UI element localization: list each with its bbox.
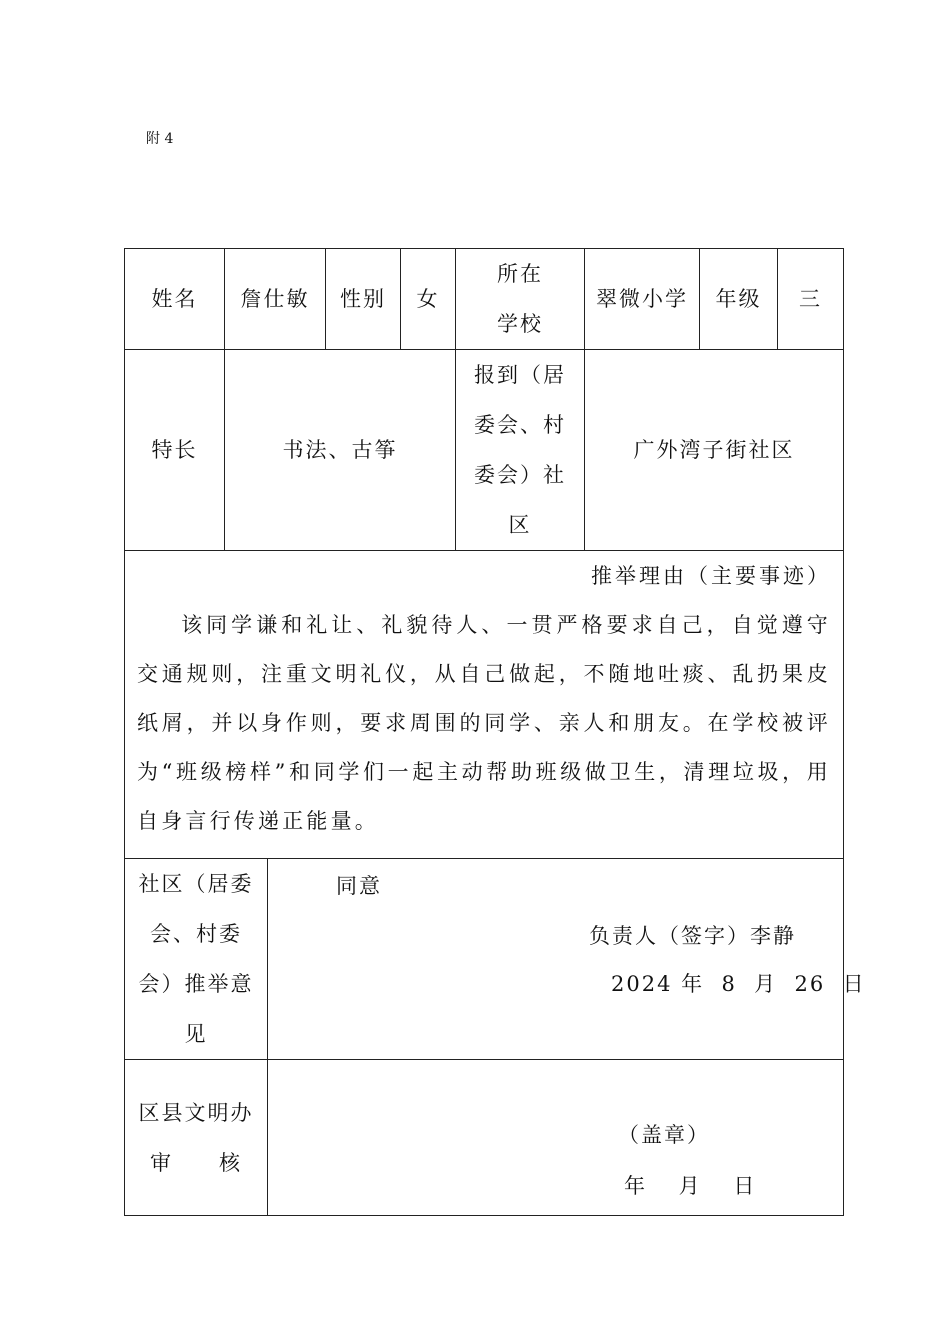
community-opinion-label [125,859,268,1060]
district-review-content [268,1060,844,1216]
community-label-line3: 委会）社 [474,463,566,487]
community-opinion-content [268,859,866,1060]
specialty-label: 特长 [125,350,225,551]
school-label [456,249,585,350]
community-label-line2: 委会、村 [474,413,566,437]
school-value: 翠微小学 [585,249,700,350]
district-review-seal: （盖章） [618,1123,710,1147]
community-opinion-label-line1: 社区（居委 [138,872,254,896]
community-opinion-label-line2: 会、村委 [150,922,242,946]
community-opinion-signer: 负责人（签字）李静 [589,924,796,948]
grade-label: 年级 [700,249,778,350]
reason-cell [125,551,844,859]
gender-value: 女 [401,249,456,350]
community-opinion-label-line3: 会）推举意 [138,972,254,996]
community-opinion-row [125,859,844,1060]
recommendation-form-table [124,248,866,1216]
community-value: 广外湾子街社区 [585,350,844,551]
community-label-line1: 报到（居 [474,363,566,387]
district-review-row [125,1060,844,1216]
attachment-label: 附 4 [146,131,174,147]
community-opinion-date: 2024 年 8 月 26 日 [611,972,866,996]
basic-info-row [125,249,844,350]
name-label: 姓名 [125,249,225,350]
district-review-label [125,1060,268,1216]
district-review-label-line1: 区县文明办 [138,1100,254,1125]
specialty-row [125,350,844,551]
community-label-line4: 区 [508,513,532,537]
name-value: 詹仕敏 [225,249,326,350]
school-label-line2: 学校 [497,312,543,336]
grade-value: 三 [778,249,844,350]
school-label-line1: 所在 [497,262,543,286]
gender-label: 性别 [326,249,401,350]
reason-row [125,551,844,859]
reason-body: 该同学谦和礼让、礼貌待人、一贯严格要求自己，自觉遵守交通规则，注重文明礼仪，从自己做起，不随地吐痰、乱扔果皮纸屑，并以身作则，要求周围的同学、亲人和朋友。在学校被评为“班级榜样”和同学们一起主动帮助班级做卫生，清理垃圾，用自身言行传递正能量。 [137,613,831,833]
district-review-date: 年 月 日 [624,1174,757,1198]
district-review-label-line2: 审 核 [150,1150,242,1175]
reason-title: 推举理由（主要事迹） [591,564,831,588]
community-label [456,350,585,551]
community-opinion-text: 同意 [336,874,382,898]
specialty-value: 书法、古筝 [225,350,456,551]
community-opinion-label-line4: 见 [184,1022,208,1046]
